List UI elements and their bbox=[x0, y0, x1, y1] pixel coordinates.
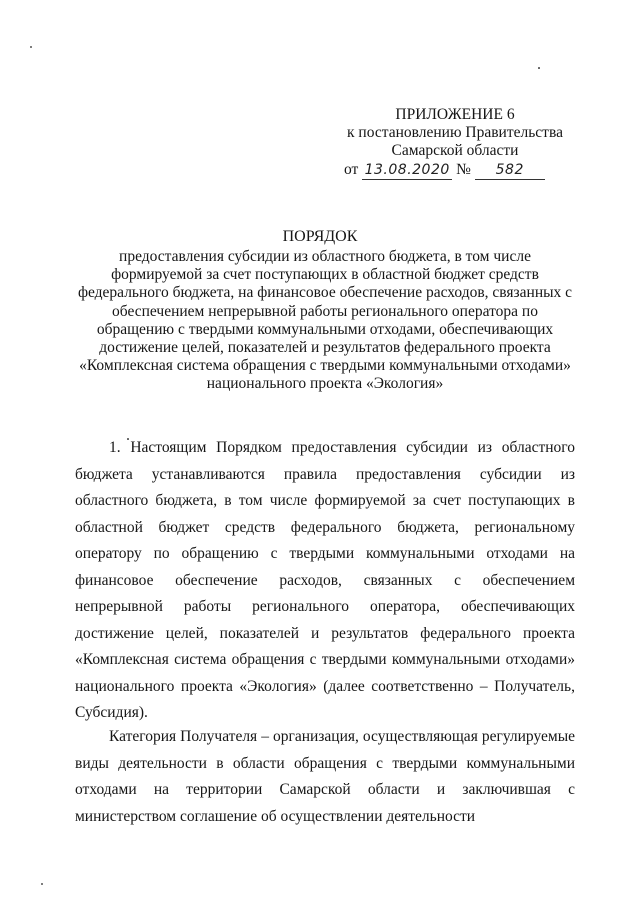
paragraph-2-text: Категория Получателя – организация, осуществляющая регулируемые виды деятельности в области обращения с твердыми коммунальными отходами на территории Самарской области и заключившая с министерством соглашение об осуществлении деятельности bbox=[75, 728, 575, 825]
order-title: ПОРЯДОК bbox=[282, 228, 358, 245]
number-sign: № bbox=[456, 161, 471, 178]
handwritten-date: 13.08.2020 bbox=[362, 161, 452, 180]
paragraph-1 bbox=[75, 435, 575, 727]
scan-speck bbox=[30, 46, 32, 48]
scan-speck bbox=[127, 438, 129, 440]
date-prefix: от bbox=[344, 161, 359, 178]
scan-speck bbox=[41, 883, 43, 885]
appendix-line-region: Самарской области bbox=[391, 142, 519, 159]
order-subtitle: предоставления субсидии из областного бюджета, в том числе формируемой за счет поступающих в областной бюджет средств федерального бюджета, на финансовое обеспечение расходов, связанных с обеспечением непрерывной работы регионального оператора по обращению с твердыми коммунальными отходами, обеспечивающих достижение целей, показателей и результатов федерального проекта «Комплексная система обращения с твердыми коммунальными отходами» национального проекта «Экология» bbox=[77, 248, 573, 393]
scan-speck bbox=[538, 67, 540, 69]
paragraph-2 bbox=[75, 724, 575, 830]
appendix-title: ПРИЛОЖЕНИЕ 6 bbox=[395, 106, 515, 123]
appendix-date-line bbox=[340, 161, 570, 180]
appendix-header bbox=[340, 106, 570, 180]
appendix-line-resolution: к постановлению Правительства bbox=[347, 124, 563, 141]
handwritten-number: 582 bbox=[475, 161, 545, 180]
paragraph-1-text: 1. Настоящим Порядком предоставления субсидии из областного бюджета устанавливаются правила предоставления субсидии из областного бюджета, в том числе формируемой за счет поступающих в областной бюджет средств федерального бюджета, региональному оператору по обращению с твердыми коммунальными отходами на финансовое обеспечение расходов, связанных с обеспечением непрерывной работы регионального оператора, обеспечивающих достижение целей, показателей и результатов федерального проекта «Комплексная система обращения с твердыми коммунальными отходами» национального проекта «Экология» (далее соответственно – Получатель, Субсидия). bbox=[75, 439, 575, 721]
